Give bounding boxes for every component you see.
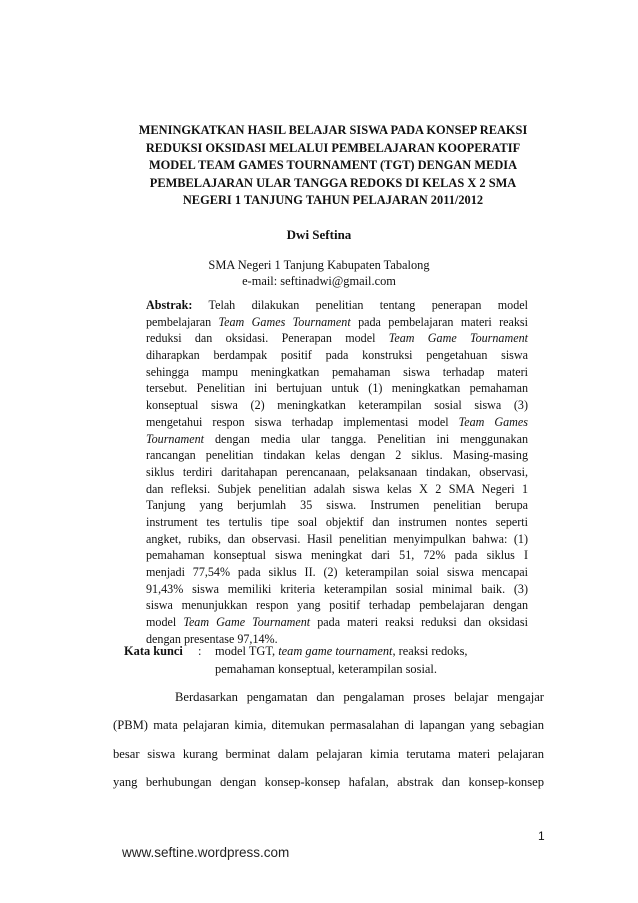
page-number: 1 xyxy=(538,829,545,843)
abstract xyxy=(146,297,528,647)
title-line: MENINGKATKAN HASIL BELAJAR SISWA PADA KONSEP REAKSI xyxy=(138,123,528,137)
title-line: PEMBELAJARAN ULAR TANGGA REDOKS DI KELAS X 2 SMA xyxy=(149,175,517,190)
author-affiliation xyxy=(0,257,638,289)
abstract-line: menjadi 77,54% pada siklus II. (2) keterampilan soial siswa mencapai xyxy=(146,565,528,579)
paper-title xyxy=(115,122,551,210)
abstract-line: pemahaman konseptual siswa meningkat dari 51, 72% pada siklus I xyxy=(146,548,528,563)
body-text xyxy=(113,683,544,796)
title-line: MODEL TEAM GAMES TOURNAMENT (TGT) DENGAN MEDIA xyxy=(148,158,518,172)
keywords-colon: : xyxy=(198,644,202,658)
abstract-line: pembelajaran Team Games Tournament pada pembelajaran materi reaksi xyxy=(146,314,528,329)
title-line: NEGERI 1 TANJUNG TAHUN PELAJARAN 2011/2012 xyxy=(182,193,484,207)
body-line: besar siswa kurang berminat dalam pelajaran kimia terutama materi pelajaran xyxy=(113,746,544,761)
abstract-line: konseptual siswa (2) meningkatkan keterampilan sosial siswa (3) xyxy=(146,398,528,413)
footer-url: www.seftine.wordpress.com xyxy=(122,845,290,860)
abstract-line: reduksi dan oksidasi. Penerapan model Team Game Tournament xyxy=(146,331,528,346)
title-line: REDUKSI OKSIDASI MELALUI PEMBELAJARAN KOOPERATIF xyxy=(145,140,521,155)
abstract-line: Tanjung yang berjumlah 35 siswa. Instrumen penelitian berupa xyxy=(146,498,528,513)
body-line: (PBM) mata pelajaran kimia, ditemukan permasalahan di lapangan yang sebagian xyxy=(113,718,544,733)
abstract-line: 91,43% siswa memiliki kriteria keterampilan sosial minimal baik. (3) xyxy=(146,581,528,596)
school-name: SMA Negeri 1 Tanjung Kabupaten Tabalong xyxy=(208,258,430,272)
keywords-text xyxy=(215,642,505,678)
abstract-line: dengan presentase 97,14%. xyxy=(146,631,278,646)
body-line: Berdasarkan pengamatan dan pengalaman proses belajar mengajar xyxy=(175,690,544,704)
abstract-line: sehingga mampu meningkatkan pemahaman siswa terhadap materi xyxy=(146,364,528,379)
keywords-label: Kata kunci xyxy=(124,644,183,658)
author-email: e-mail: seftinadwi@gmail.com xyxy=(242,274,396,288)
abstract-line: angket, rubiks, dan observasi. Hasil penelitian menyimpulkan bahwa: (1) xyxy=(146,531,528,546)
abstract-line: Abstrak: Telah dilakukan penelitian tentang penerapan model xyxy=(146,298,529,312)
abstract-line: rancangan penelitian tindakan kelas dengan 2 siklus. Masing-masing xyxy=(146,448,528,463)
body-line: yang berhubungan dengan konsep-konsep hafalan, abstrak dan konsep-konsep xyxy=(113,774,544,789)
abstract-line: instrument tes tertulis tipe soal objektif dan instrumen nontes seperti xyxy=(146,514,528,529)
abstract-label: Abstrak: xyxy=(146,298,193,312)
abstract-line: siswa menunjukkan respon yang positif terhadap pembelajaran dengan xyxy=(146,598,528,613)
abstract-line: siklus terdiri daritahapan perencanaan, pelaksanaan tindakan, observasi, xyxy=(146,464,528,479)
keywords-line: pemahaman konseptual, keterampilan sosial. xyxy=(215,662,437,676)
abstract-line: model Team Game Tournament pada materi reaksi reduksi dan oksidasi xyxy=(146,615,528,630)
author-name: Dwi Seftina xyxy=(286,227,352,242)
abstract-line: tersebut. Penelitian ini bertujuan untuk (1) meningkatkan pemahaman xyxy=(146,381,528,396)
abstract-line: diharapkan berdampak positif pada konstruksi pengetahuan siswa xyxy=(146,348,528,363)
keywords-line: model TGT, team game tournament, reaksi redoks, xyxy=(215,644,468,658)
abstract-line: Tournament dengan media ular tangga. Penelitian ini menggunakan xyxy=(146,431,528,446)
abstract-line: mengetahui respon siswa terhadap implementasi model Team Games xyxy=(146,414,528,429)
abstract-line: dan refleksi. Subjek penelitian adalah siswa kelas X 2 SMA Negeri 1 xyxy=(146,481,528,496)
